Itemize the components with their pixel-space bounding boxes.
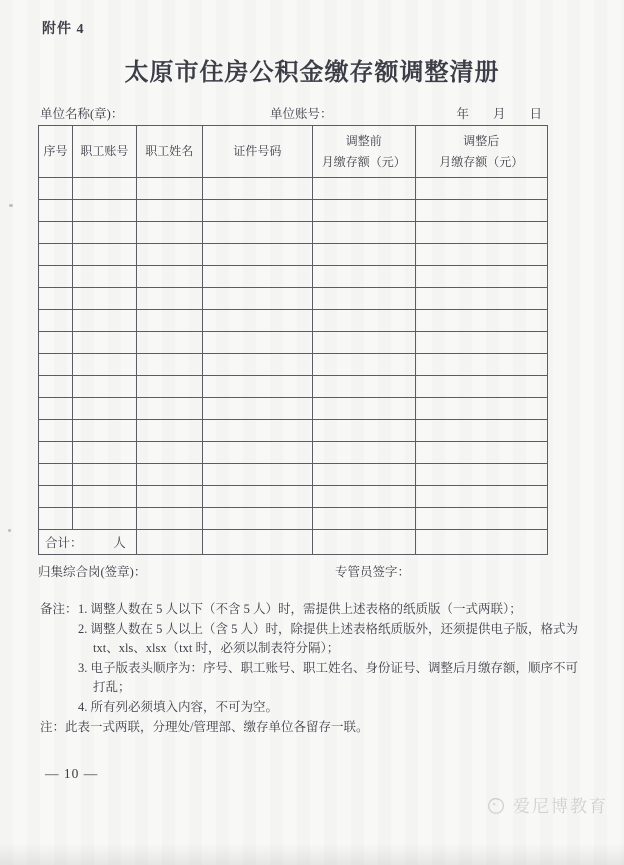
- table-cell-empty: [73, 398, 137, 420]
- table-cell-empty: [202, 222, 312, 244]
- table-cell-empty: [202, 354, 312, 376]
- table-cell-empty: [312, 354, 415, 376]
- unit-name-label: 单位名称(章)：: [40, 107, 124, 121]
- table-cell-empty: [312, 464, 415, 486]
- table-cell-empty: [202, 244, 312, 266]
- table-cell-empty: [136, 266, 202, 288]
- total-unit-suffix: 人: [113, 536, 126, 550]
- before-adjust-line2: 月缴存额（元）: [321, 154, 406, 169]
- table-cell-empty: [415, 178, 547, 200]
- table-cell-empty: [312, 178, 415, 200]
- date-labels: [456, 104, 542, 122]
- table-cell-empty: [73, 178, 137, 200]
- col-header-account: 职工账号: [73, 126, 137, 178]
- total-empty-cell: [136, 530, 202, 555]
- table-row: [39, 398, 548, 420]
- table-cell-empty: [73, 332, 137, 354]
- table-cell-empty: [312, 486, 415, 508]
- table-cell-empty: [39, 178, 73, 200]
- page-number: — 10 —: [45, 766, 99, 781]
- table-cell-empty: [415, 420, 547, 442]
- table-cell-empty: [136, 310, 202, 332]
- col-header-id-number: 证件号码: [202, 126, 312, 178]
- scan-speck: [8, 529, 11, 532]
- table-cell-empty: [73, 376, 137, 398]
- table-cell-empty: [415, 266, 547, 288]
- col-header-before-adjust: [312, 126, 415, 178]
- watermark: [485, 792, 608, 817]
- empty-rows: [39, 178, 548, 530]
- table-row: [39, 376, 548, 398]
- table-cell-empty: [73, 486, 137, 508]
- table-cell-empty: [136, 354, 202, 376]
- table-cell-empty: [312, 310, 415, 332]
- brand-logo-icon: [485, 794, 507, 816]
- table-cell-empty: [415, 486, 547, 508]
- table-cell-empty: [73, 310, 137, 332]
- table-cell-empty: [312, 200, 415, 222]
- table-row: [39, 266, 548, 288]
- table-row: [39, 310, 548, 332]
- footnote: 注：此表一式两联，分理处/管理部、缴存单位各留存一联。: [40, 720, 369, 734]
- table-row: [39, 332, 548, 354]
- table-row: [39, 244, 548, 266]
- table-row: [39, 222, 548, 244]
- note-item: 4. 所有列必须填入内容，不可为空。: [78, 699, 279, 714]
- table-cell-empty: [39, 200, 73, 222]
- notes-items: [78, 600, 584, 717]
- table-cell-empty: [39, 222, 73, 244]
- table-cell-empty: [136, 398, 202, 420]
- table-row: [39, 420, 548, 442]
- table-cell-empty: [39, 420, 73, 442]
- before-adjust-line1: 调整前: [345, 134, 382, 149]
- table-cell-empty: [202, 420, 312, 442]
- month-label: 月: [492, 107, 506, 121]
- note-item: 3. 电子版表头顺序为：序号、职工账号、职工姓名、身份证号、调整后月缴存额，顺序不可打乱；: [78, 660, 579, 694]
- administrator-signature-label: 专管员签字：: [335, 565, 411, 579]
- table-cell-empty: [73, 420, 137, 442]
- table-cell-empty: [415, 222, 547, 244]
- table-row: [39, 354, 548, 376]
- table-cell-empty: [202, 200, 312, 222]
- attachment-label: 附件 4: [42, 22, 85, 37]
- table-cell-empty: [415, 288, 547, 310]
- table-cell-empty: [415, 442, 547, 464]
- table-cell-empty: [202, 178, 312, 200]
- table-cell-empty: [202, 310, 312, 332]
- table-cell-empty: [39, 442, 73, 464]
- table-cell-empty: [136, 288, 202, 310]
- table-header-row: [39, 126, 548, 178]
- table-cell-empty: [415, 464, 547, 486]
- table-cell-empty: [73, 222, 137, 244]
- table-cell-empty: [136, 178, 202, 200]
- table-cell-empty: [39, 486, 73, 508]
- table-cell-empty: [136, 508, 202, 530]
- watermark-text: 爱尼博教育: [513, 797, 608, 816]
- form-meta-row: [38, 104, 548, 120]
- table-cell-empty: [202, 332, 312, 354]
- table-cell-empty: [202, 442, 312, 464]
- table-cell-empty: [312, 332, 415, 354]
- table-cell-empty: [415, 200, 547, 222]
- after-adjust-line1: 调整后: [463, 134, 500, 149]
- table-cell-empty: [73, 508, 137, 530]
- total-label-cell: [39, 530, 137, 555]
- table-cell-empty: [202, 508, 312, 530]
- table-cell-empty: [202, 266, 312, 288]
- total-empty-cell: [415, 530, 547, 555]
- table-cell-empty: [312, 244, 415, 266]
- note-item: 2. 调整人数在 5 人以上（含 5 人）时，除提供上述表格纸质版外，还须提供电子版，格式为 txt、xls、xlsx（txt 时，必须以制表符分隔）；: [78, 621, 579, 655]
- table-cell-empty: [39, 266, 73, 288]
- scan-speck: [9, 204, 13, 207]
- table-cell-empty: [73, 464, 137, 486]
- table-cell-empty: [312, 420, 415, 442]
- table-cell-empty: [136, 200, 202, 222]
- table-row: [39, 200, 548, 222]
- notes-section: [40, 600, 584, 738]
- table-cell-empty: [73, 266, 137, 288]
- table-cell-empty: [136, 442, 202, 464]
- col-header-after-adjust: [415, 126, 547, 178]
- total-empty-cell: [202, 530, 312, 555]
- table-cell-empty: [136, 332, 202, 354]
- page-title: 太原市住房公积金缴存额调整清册: [124, 60, 500, 86]
- table-cell-empty: [415, 354, 547, 376]
- table-cell-empty: [312, 266, 415, 288]
- col-header-seq: 序号: [39, 126, 73, 178]
- table-row: [39, 288, 548, 310]
- table-cell-empty: [73, 288, 137, 310]
- table-cell-empty: [312, 376, 415, 398]
- table-cell-empty: [73, 200, 137, 222]
- table-cell-empty: [39, 332, 73, 354]
- table-cell-empty: [312, 222, 415, 244]
- col-header-name: 职工姓名: [136, 126, 202, 178]
- table-cell-empty: [39, 376, 73, 398]
- table-cell-empty: [202, 288, 312, 310]
- table-cell-empty: [136, 486, 202, 508]
- table-cell-empty: [73, 244, 137, 266]
- table-cell-empty: [73, 442, 137, 464]
- table-cell-empty: [39, 354, 73, 376]
- note-item: 1. 调整人数在 5 人以下（不含 5 人）时，需提供上述表格的纸质版（一式两联）；: [78, 602, 522, 616]
- table-row: [39, 178, 548, 200]
- collection-post-signature-label: 归集综合岗(签章)：: [38, 565, 147, 579]
- table-cell-empty: [415, 310, 547, 332]
- table-row: [39, 486, 548, 508]
- table-cell-empty: [39, 310, 73, 332]
- unit-account-label: 单位账号：: [270, 107, 333, 121]
- after-adjust-line2: 月缴存额（元）: [439, 154, 524, 169]
- table-cell-empty: [202, 486, 312, 508]
- table-cell-empty: [39, 398, 73, 420]
- table-cell-empty: [312, 288, 415, 310]
- table-cell-empty: [136, 222, 202, 244]
- table-row: [39, 464, 548, 486]
- table-cell-empty: [136, 464, 202, 486]
- scan-bottom-shadow: [0, 843, 624, 865]
- table-cell-empty: [312, 508, 415, 530]
- adjustment-roster-table: [38, 125, 548, 555]
- total-label: 合计：: [45, 536, 83, 550]
- table-row: [39, 508, 548, 530]
- table-cell-empty: [415, 398, 547, 420]
- table-cell-empty: [39, 464, 73, 486]
- day-label: 日: [529, 107, 542, 121]
- table-cell-empty: [312, 442, 415, 464]
- table-cell-empty: [136, 244, 202, 266]
- table-cell-empty: [39, 288, 73, 310]
- table-cell-empty: [415, 244, 547, 266]
- table-cell-empty: [415, 376, 547, 398]
- table-cell-empty: [312, 398, 415, 420]
- signature-row: [38, 562, 548, 580]
- table-cell-empty: [136, 420, 202, 442]
- total-empty-cell: [312, 530, 415, 555]
- notes-label: 备注：: [40, 602, 78, 616]
- year-label: 年: [456, 107, 469, 121]
- total-row: [39, 530, 548, 555]
- table-cell-empty: [39, 508, 73, 530]
- table-cell-empty: [202, 464, 312, 486]
- table-cell-empty: [202, 376, 312, 398]
- table-cell-empty: [136, 376, 202, 398]
- table-cell-empty: [415, 332, 547, 354]
- table-cell-empty: [39, 244, 73, 266]
- table-row: [39, 442, 548, 464]
- table-cell-empty: [415, 508, 547, 530]
- table-cell-empty: [73, 354, 137, 376]
- table-cell-empty: [202, 398, 312, 420]
